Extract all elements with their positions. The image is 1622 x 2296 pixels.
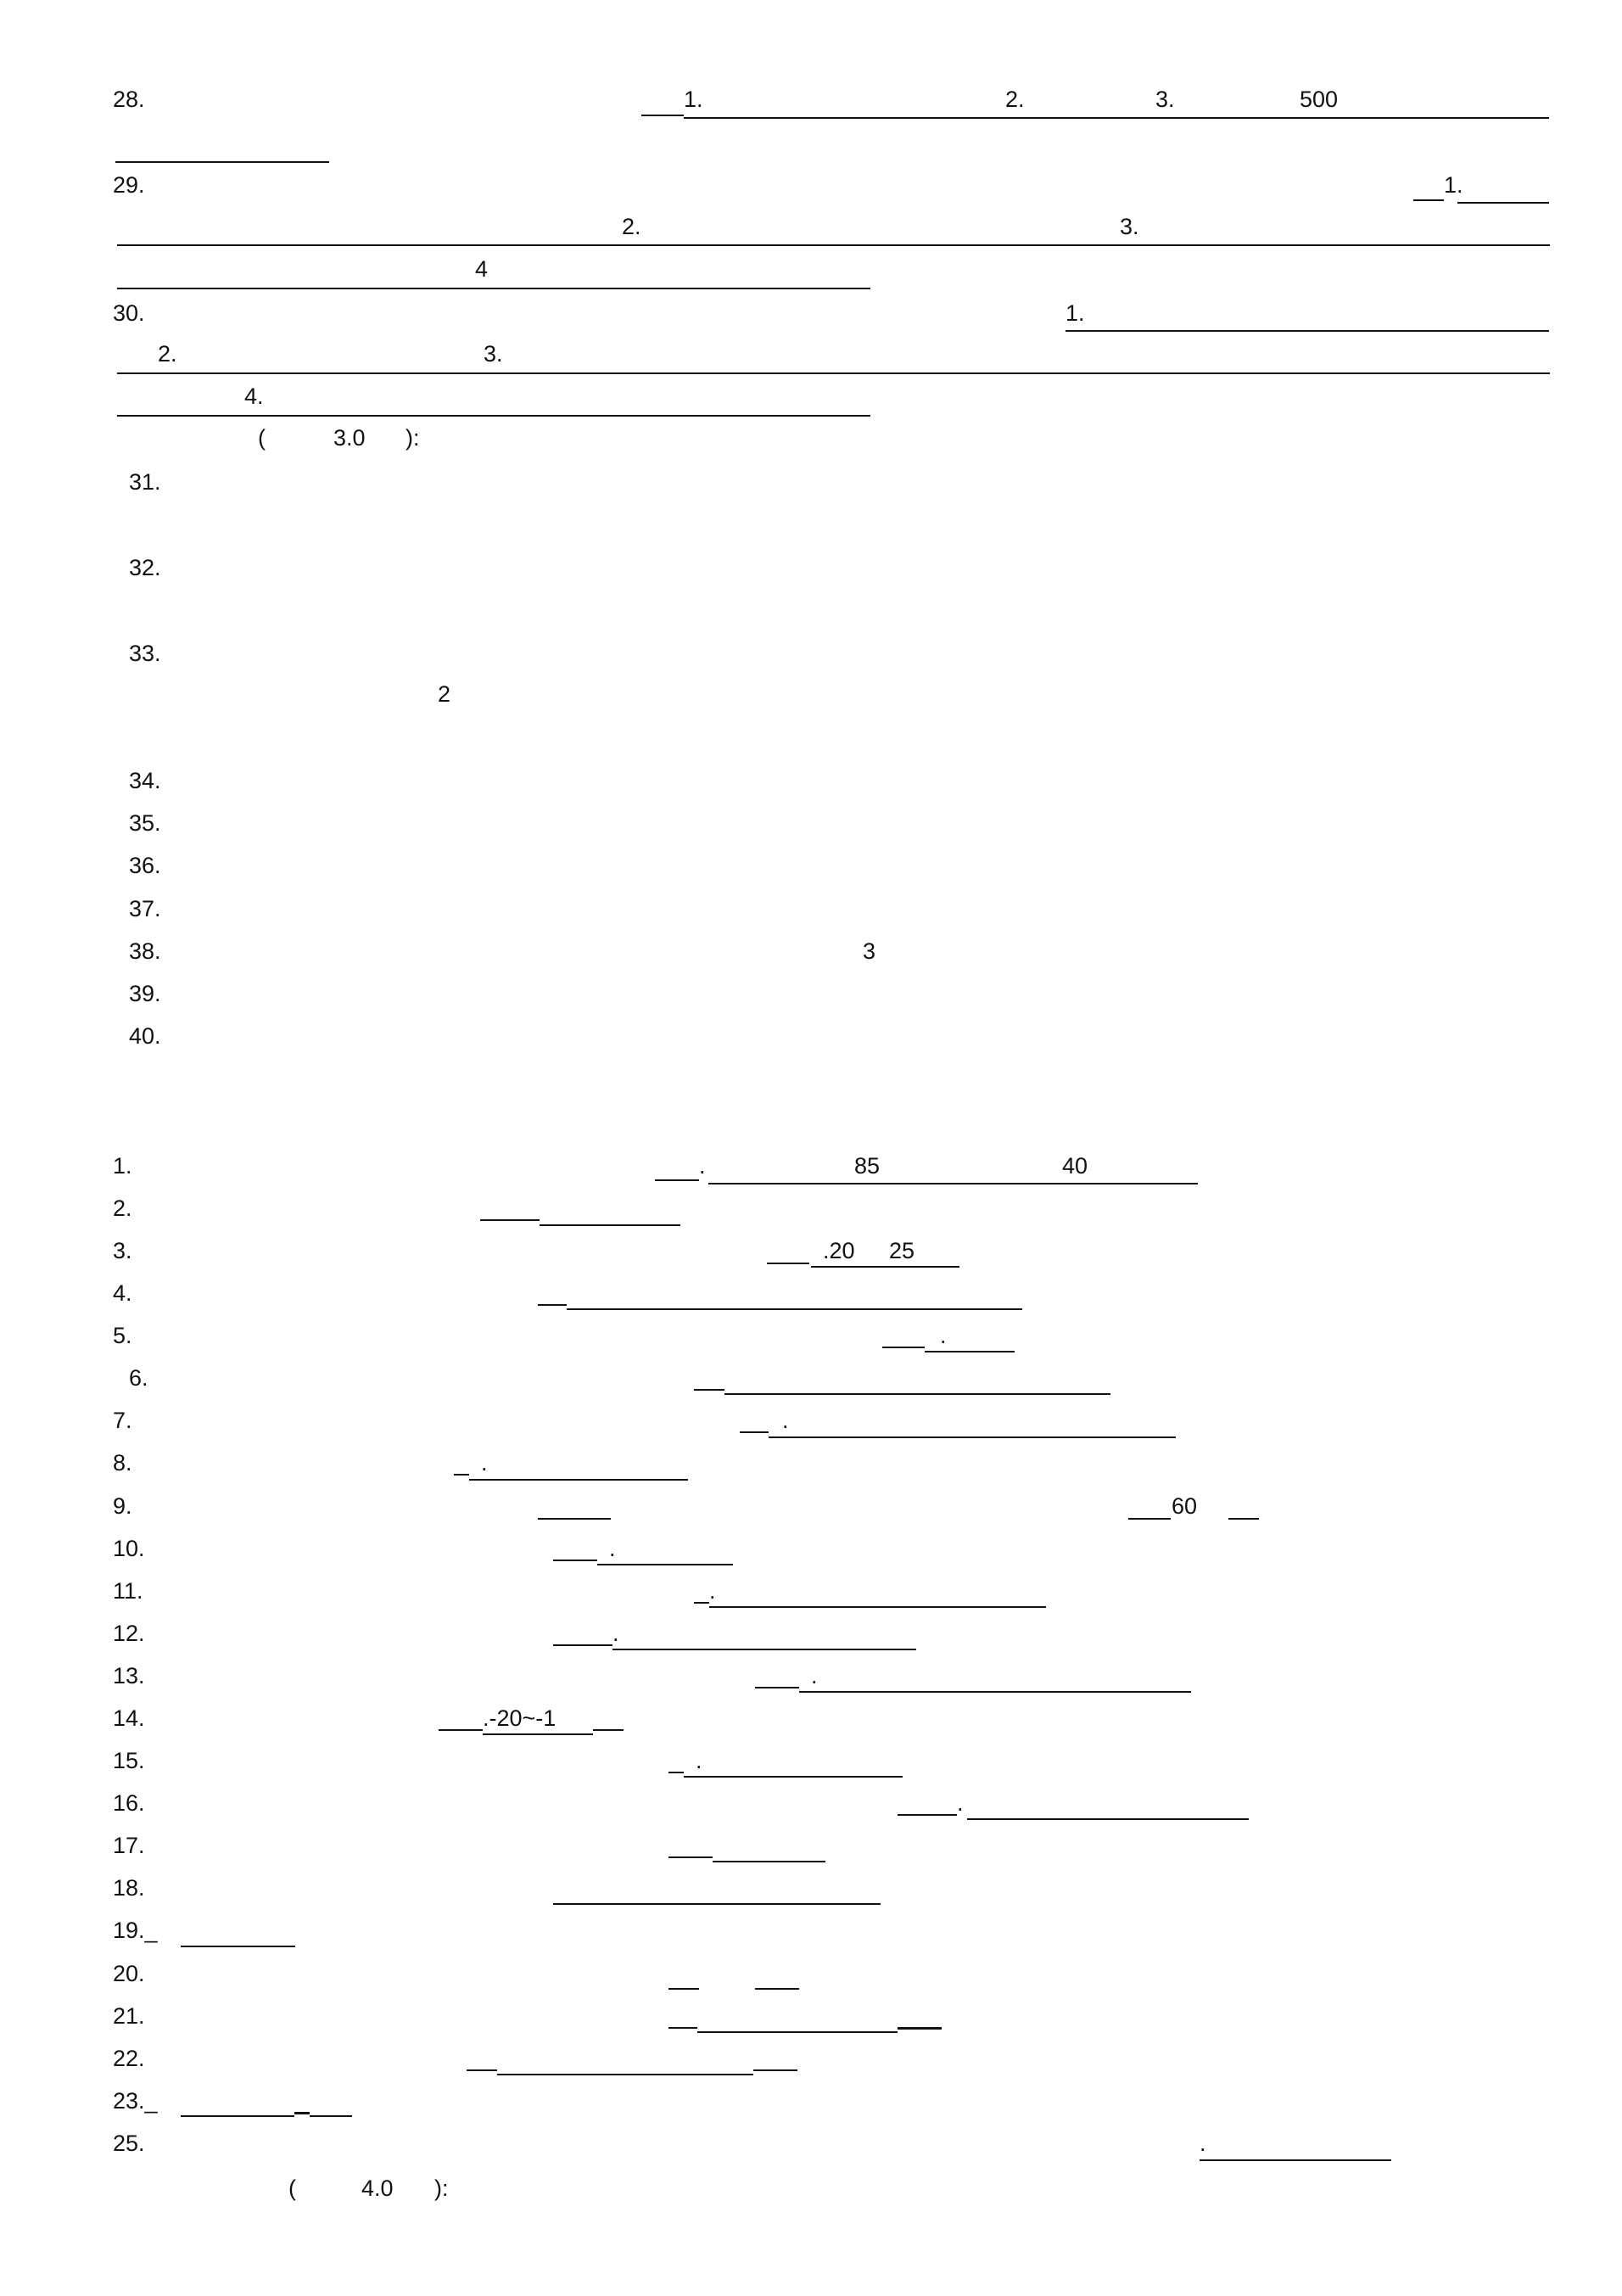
l-q11-number: 11.	[113, 1578, 143, 1604]
q28-part-2: 2.	[1005, 87, 1025, 112]
q28-answer-line[interactable]	[684, 117, 1549, 119]
section-b-points: 3.0	[333, 425, 366, 451]
l-q9-blank-3[interactable]	[1228, 1518, 1259, 1520]
q29-part-4: 4	[475, 256, 489, 282]
l-q23-blank-mark[interactable]	[294, 2112, 310, 2114]
l-q7-number: 7.	[113, 1408, 132, 1433]
l-q23-number: 23._	[113, 2088, 158, 2114]
l-q5-blank[interactable]	[882, 1347, 925, 1348]
l-q17-blank[interactable]	[668, 1856, 713, 1858]
l-q9-value: 60	[1172, 1493, 1198, 1519]
l-q6-number: 6.	[129, 1365, 148, 1391]
l-q10-answer-line[interactable]	[597, 1564, 733, 1565]
l-q14-blank-2[interactable]	[593, 1729, 624, 1731]
q32-number: 32.	[129, 555, 161, 580]
l-q1-value-1: 85	[854, 1153, 881, 1179]
l-q4-blank[interactable]	[538, 1304, 567, 1306]
l-q13-blank[interactable]	[755, 1687, 799, 1688]
l-q10-blank[interactable]	[553, 1560, 597, 1561]
l-q1-value-2: 40	[1062, 1153, 1088, 1179]
l-q21-blank[interactable]	[668, 2027, 697, 2029]
q39-number: 39.	[129, 981, 161, 1006]
q28-value: 500	[1300, 87, 1339, 112]
l-q13-dot: .	[811, 1663, 818, 1688]
l-q18-number: 18.	[113, 1875, 145, 1901]
l-q22-answer-line[interactable]	[497, 2074, 753, 2075]
l-q3-number: 3.	[113, 1238, 132, 1263]
l-q2-answer-line[interactable]	[540, 1224, 680, 1226]
l-q25-number: 25.	[113, 2131, 145, 2156]
q37-number: 37.	[129, 896, 161, 921]
q29-part-2: 2.	[622, 214, 641, 239]
q29-answer-line[interactable]	[1457, 202, 1549, 204]
l-q10-dot: .	[609, 1536, 616, 1561]
q28-part-1: 1.	[684, 87, 703, 112]
q30-part-4: 4.	[244, 384, 264, 409]
l-q19-number: 19._	[113, 1918, 158, 1943]
q30-part-2: 2.	[158, 341, 177, 367]
q33-value: 2	[438, 681, 451, 707]
q30-answer-line-3[interactable]	[117, 415, 870, 417]
l-q12-number: 12.	[113, 1621, 145, 1646]
section-c-paren-open: (	[288, 2176, 296, 2201]
l-q13-number: 13.	[113, 1663, 145, 1688]
q30-answer-line[interactable]	[1065, 330, 1549, 332]
l-q7-blank[interactable]	[740, 1431, 769, 1433]
section-c-paren-close: ):	[434, 2176, 449, 2201]
l-q9-number: 9.	[113, 1493, 132, 1519]
l-q1-answer-line[interactable]	[708, 1183, 1198, 1184]
l-q3-value: .20	[823, 1238, 855, 1263]
l-q11-answer-line[interactable]	[709, 1606, 1046, 1608]
l-q1-number: 1.	[113, 1153, 132, 1179]
l-q25-answer-line[interactable]	[1200, 2159, 1391, 2161]
l-q8-dot: .	[481, 1450, 488, 1476]
q29-blank[interactable]	[1413, 199, 1444, 201]
l-q8-number: 8.	[113, 1450, 132, 1476]
l-q22-blank[interactable]	[467, 2069, 497, 2071]
q38-number: 38.	[129, 938, 161, 964]
l-q18-answer-line[interactable]	[553, 1903, 881, 1905]
l-q1-dot: .	[699, 1153, 706, 1179]
l-q21-blank-2[interactable]	[898, 2027, 942, 2030]
l-q21-answer-line[interactable]	[697, 2031, 898, 2033]
l-q21-number: 21.	[113, 2003, 145, 2029]
l-q10-number: 10.	[113, 1536, 145, 1561]
section-c-points: 4.0	[361, 2176, 394, 2201]
q28-answer-line-2[interactable]	[115, 161, 329, 163]
q34-number: 34.	[129, 768, 161, 793]
q38-value: 3	[863, 938, 876, 964]
l-q12-dot: .	[612, 1621, 619, 1646]
l-q20-blank-2[interactable]	[755, 1988, 799, 1990]
section-b-paren-close: ):	[406, 425, 420, 451]
section-b-paren-open: (	[258, 425, 266, 451]
l-q2-blank[interactable]	[480, 1219, 540, 1221]
l-q15-answer-line[interactable]	[684, 1776, 903, 1778]
l-q3-value-2: 25	[889, 1238, 915, 1263]
l-q5-number: 5.	[113, 1323, 132, 1348]
l-q11-blank[interactable]	[694, 1602, 709, 1604]
q28-blank[interactable]	[641, 115, 684, 116]
l-q19-blank[interactable]	[181, 1946, 238, 1947]
l-q23-blank[interactable]	[181, 2115, 294, 2117]
l-q8-answer-line[interactable]	[469, 1479, 688, 1481]
l-q11-dot: .	[709, 1578, 716, 1604]
l-q13-answer-line[interactable]	[799, 1691, 1191, 1693]
q36-number: 36.	[129, 853, 161, 878]
l-q17-number: 17.	[113, 1833, 145, 1858]
l-q25-dot: .	[1200, 2131, 1206, 2156]
l-q12-blank[interactable]	[553, 1644, 612, 1646]
l-q15-number: 15.	[113, 1748, 145, 1773]
q30-part-3: 3.	[484, 341, 503, 367]
l-q3-answer-line[interactable]	[811, 1266, 959, 1268]
l-q6-answer-line[interactable]	[724, 1393, 1110, 1395]
l-q4-number: 4.	[113, 1280, 132, 1306]
l-q19-answer-line[interactable]	[238, 1946, 295, 1947]
q30-answer-line-2[interactable]	[117, 372, 1550, 374]
q29-part-1: 1.	[1444, 172, 1463, 198]
l-q14-blank[interactable]	[439, 1729, 483, 1731]
q29-part-3: 3.	[1120, 214, 1139, 239]
l-q22-number: 22.	[113, 2046, 145, 2071]
l-q14-answer-line[interactable]	[483, 1733, 593, 1735]
q29-answer-line-3[interactable]	[117, 288, 870, 289]
l-q15-blank[interactable]	[668, 1772, 684, 1773]
q31-number: 31.	[129, 469, 161, 495]
l-q23-answer-line[interactable]	[310, 2115, 352, 2117]
q29-answer-line-2[interactable]	[117, 244, 1550, 246]
l-q9-blank-2[interactable]	[1128, 1518, 1171, 1520]
l-q3-blank[interactable]	[767, 1263, 809, 1264]
l-q16-blank[interactable]	[898, 1814, 957, 1816]
l-q22-blank-2[interactable]	[753, 2069, 797, 2071]
l-q6-blank[interactable]	[694, 1389, 724, 1391]
l-q14-value: .-20~-1	[483, 1705, 557, 1731]
l-q15-dot: .	[696, 1748, 702, 1773]
q30-part-1: 1.	[1065, 300, 1085, 326]
l-q16-dot: .	[957, 1790, 964, 1816]
l-q7-dot: .	[782, 1408, 789, 1433]
l-q20-number: 20.	[113, 1961, 145, 1986]
q33-number: 33.	[129, 641, 161, 666]
q28-part-3: 3.	[1155, 87, 1175, 112]
q30-number: 30.	[113, 300, 145, 326]
q40-number: 40.	[129, 1023, 161, 1049]
l-q1-blank[interactable]	[655, 1179, 699, 1181]
l-q7-answer-line[interactable]	[769, 1436, 1176, 1438]
l-q4-answer-line[interactable]	[567, 1308, 1022, 1310]
l-q14-number: 14.	[113, 1705, 145, 1731]
l-q16-answer-line[interactable]	[967, 1818, 1249, 1820]
l-q2-number: 2.	[113, 1196, 132, 1221]
l-q17-answer-line[interactable]	[713, 1861, 825, 1862]
l-q5-dot: .	[940, 1323, 947, 1348]
q35-number: 35.	[129, 810, 161, 836]
q29-number: 29.	[113, 172, 145, 198]
l-q16-number: 16.	[113, 1790, 145, 1816]
l-q9-blank-1[interactable]	[538, 1518, 611, 1520]
l-q20-blank-1[interactable]	[668, 1988, 699, 1990]
l-q8-blank[interactable]	[454, 1474, 469, 1476]
q28-number: 28.	[113, 87, 145, 112]
l-q5-answer-line[interactable]	[925, 1351, 1015, 1352]
l-q12-answer-line[interactable]	[612, 1649, 916, 1650]
